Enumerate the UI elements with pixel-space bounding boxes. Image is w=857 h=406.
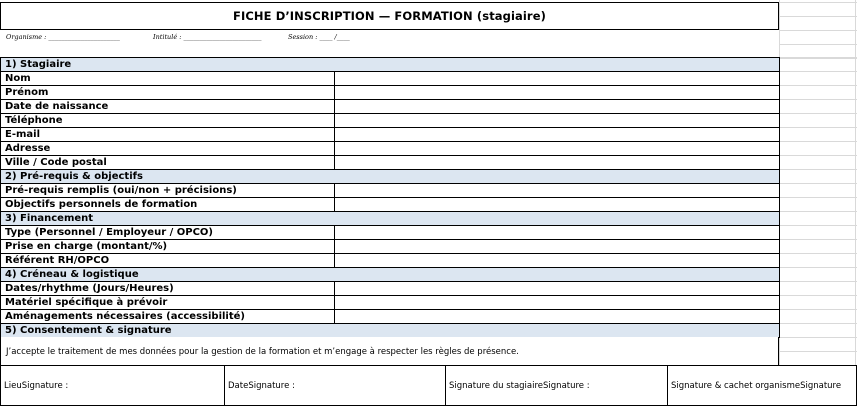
gridline-horizontal: [779, 44, 857, 45]
gridline-horizontal: [779, 295, 857, 296]
section-header: 4) Créneau & logistique: [1, 268, 780, 282]
gridline-horizontal: [779, 253, 857, 254]
organisme-field[interactable]: Organisme : ______________________: [6, 33, 120, 41]
field-label: Référent RH/OPCO: [1, 254, 335, 268]
form-row: [1, 198, 780, 212]
gridline-horizontal: [779, 141, 857, 142]
gridline-horizontal: [779, 30, 857, 31]
field-value-cell[interactable]: [335, 226, 780, 240]
field-value-cell[interactable]: [335, 86, 780, 100]
section-header-row: [1, 212, 780, 226]
session-field[interactable]: Session : ____ /____: [288, 33, 350, 41]
gridline-horizontal: [779, 16, 857, 17]
field-label: Matériel spécifique à prévoir: [1, 296, 335, 310]
section-header: 3) Financement: [1, 212, 780, 226]
gridline-horizontal: [779, 169, 857, 170]
field-label: Objectifs personnels de formation: [1, 198, 335, 212]
field-label: Prénom: [1, 86, 335, 100]
field-value-cell[interactable]: [335, 156, 780, 170]
gridline-horizontal: [779, 239, 857, 240]
gridline-horizontal: [779, 85, 857, 86]
field-value-cell[interactable]: [335, 142, 780, 156]
intitule-field[interactable]: Intitulé : ________________________: [153, 33, 262, 41]
form-row: [1, 240, 780, 254]
field-label: Type (Personnel / Employeur / OPCO): [1, 226, 335, 240]
field-value-cell[interactable]: [335, 198, 780, 212]
field-label: Dates/rhythme (Jours/Heures): [1, 282, 335, 296]
gridline-horizontal: [779, 351, 857, 352]
gridline-vertical: [855, 0, 856, 406]
form-row: [1, 226, 780, 240]
section-header-row: [1, 268, 780, 282]
gridline-horizontal: [779, 323, 857, 324]
gridline-horizontal: [779, 2, 857, 3]
field-value-cell[interactable]: [335, 296, 780, 310]
form-row: [1, 310, 780, 324]
form-row: [1, 142, 780, 156]
gridline-horizontal: [779, 127, 857, 128]
session-info-line: [0, 31, 779, 45]
field-value-cell[interactable]: [335, 100, 780, 114]
section-header: 1) Stagiaire: [1, 58, 780, 72]
form-row: [1, 282, 780, 296]
form-title: FICHE D’INSCRIPTION — FORMATION (stagiaire): [0, 2, 779, 30]
section-header-row: [1, 58, 780, 72]
field-value-cell[interactable]: [335, 254, 780, 268]
field-label: Aménagements nécessaires (accessibilité): [1, 310, 335, 324]
signature-stagiaire-cell[interactable]: Signature du stagiaireSignature :: [445, 365, 667, 406]
gridline-horizontal: [779, 58, 857, 59]
field-label: E-mail: [1, 128, 335, 142]
gridline-horizontal: [779, 183, 857, 184]
form-row: [1, 128, 780, 142]
consent-statement: J’accepte le traitement de mes données pour la gestion de la formation et m’engage à respecter les règles de présence.: [0, 337, 779, 366]
form-row: [1, 114, 780, 128]
field-value-cell[interactable]: [335, 184, 780, 198]
gridline-horizontal: [779, 225, 857, 226]
field-value-cell[interactable]: [335, 282, 780, 296]
form-row: [1, 156, 780, 170]
field-label: Prise en charge (montant/%): [1, 240, 335, 254]
form-row: [1, 296, 780, 310]
field-label: Téléphone: [1, 114, 335, 128]
field-value-cell[interactable]: [335, 240, 780, 254]
gridline-horizontal: [779, 113, 857, 114]
field-value-cell[interactable]: [335, 114, 780, 128]
form-row: [1, 86, 780, 100]
gridline-horizontal: [779, 99, 857, 100]
signature-row: [0, 365, 857, 406]
gridline-horizontal: [779, 309, 857, 310]
field-label: Adresse: [1, 142, 335, 156]
field-value-cell[interactable]: [335, 310, 780, 324]
signature-lieu-cell[interactable]: LieuSignature :: [0, 365, 224, 406]
gridline-horizontal: [779, 337, 857, 338]
form-row: [1, 254, 780, 268]
field-value-cell[interactable]: [335, 72, 780, 86]
section-header: 5) Consentement & signature: [1, 324, 780, 338]
gridline-horizontal: [779, 281, 857, 282]
form-row: [1, 72, 780, 86]
field-value-cell[interactable]: [335, 128, 780, 142]
form-row: [1, 100, 780, 114]
registration-form-table: [0, 57, 780, 338]
form-row: [1, 184, 780, 198]
section-header-row: [1, 324, 780, 338]
gridline-horizontal: [779, 155, 857, 156]
field-label: Pré-requis remplis (oui/non + précisions): [1, 184, 335, 198]
signature-date-cell[interactable]: DateSignature :: [224, 365, 445, 406]
gridline-horizontal: [779, 211, 857, 212]
gridline-horizontal: [779, 57, 857, 58]
field-label: Nom: [1, 72, 335, 86]
gridline-horizontal: [779, 267, 857, 268]
gridline-horizontal: [779, 71, 857, 72]
field-label: Ville / Code postal: [1, 156, 335, 170]
section-header-row: [1, 170, 780, 184]
field-label: Date de naissance: [1, 100, 335, 114]
signature-organisme-cell[interactable]: Signature & cachet organismeSignature: [667, 365, 857, 406]
gridline-horizontal: [779, 197, 857, 198]
section-header: 2) Pré-requis & objectifs: [1, 170, 780, 184]
